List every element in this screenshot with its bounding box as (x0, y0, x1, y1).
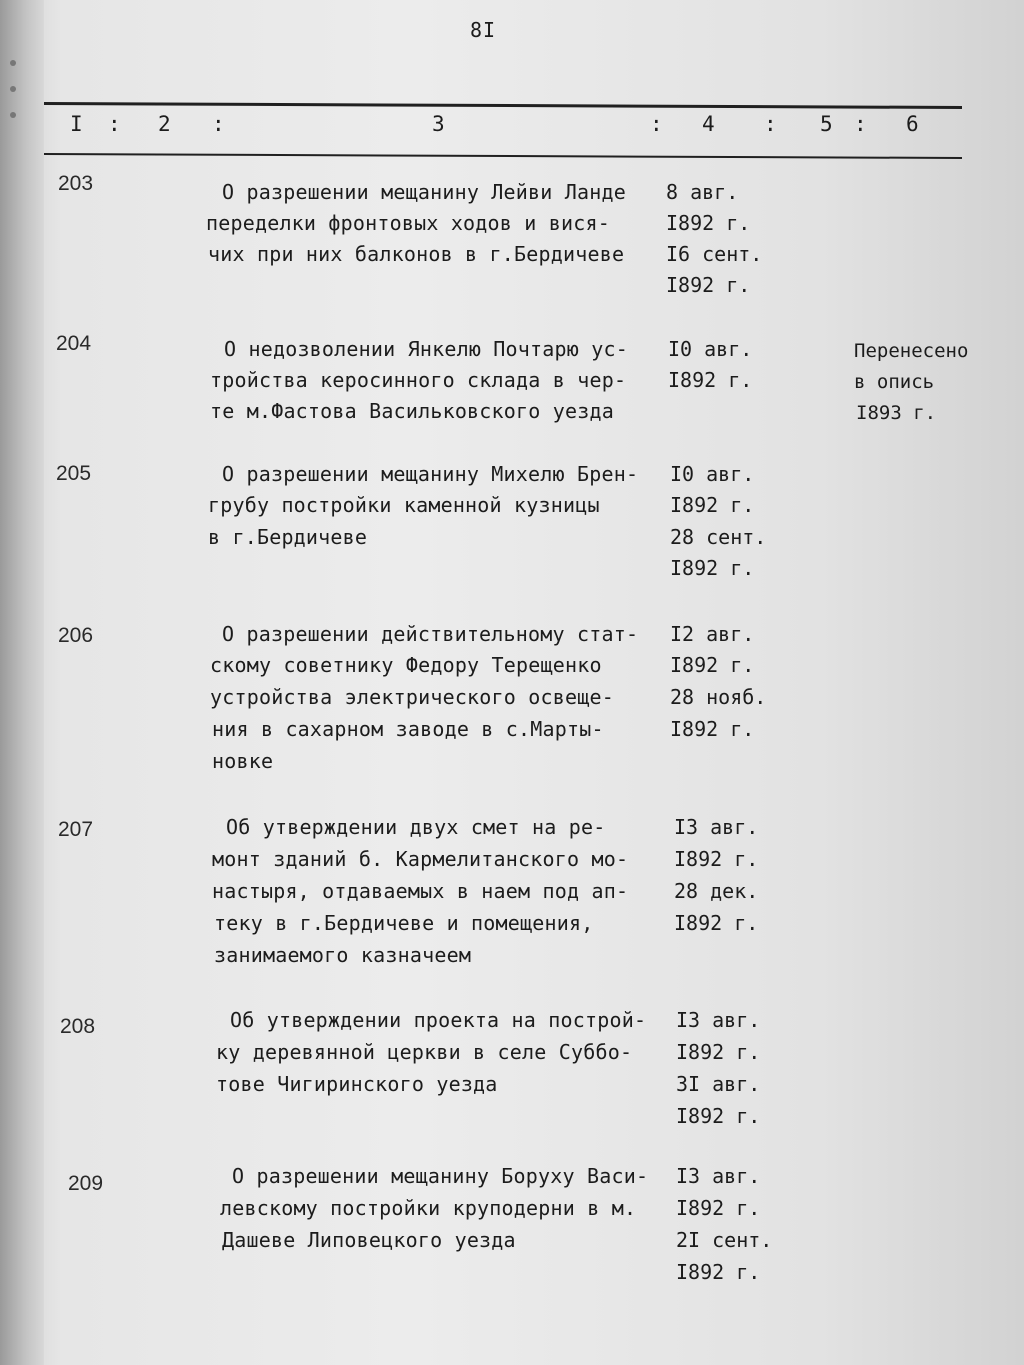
entry-text-line: О разрешении мещанину Лейви Ланде (222, 180, 626, 204)
entry-date: I892 г. (666, 211, 751, 235)
entry-text-line: теку в г.Бердичеве и помещения, (214, 911, 594, 935)
entry-date: I892 г. (674, 847, 759, 871)
binding-edge (0, 0, 44, 1365)
entry-date: 28 сент. (670, 525, 767, 549)
entry-text-line: устройства электрического освеще- (210, 685, 614, 709)
header-rule-top (44, 102, 962, 109)
entry-text-line: настыря, отдаваемых в наем под ап- (212, 879, 629, 903)
entry-number: 207 (58, 818, 94, 841)
entry-date: 3I авг. (676, 1072, 761, 1096)
entry-date: I3 авг. (676, 1008, 761, 1032)
entry-date: I892 г. (668, 368, 753, 392)
entry-note: в опись (854, 371, 935, 393)
entry-date: I892 г. (670, 556, 755, 580)
entry-text-line: скому советнику Федору Терещенко (210, 653, 602, 677)
entry-text-line: О разрешении действительному стат- (222, 622, 639, 646)
entry-text-line: Об утверждении двух смет на ре- (226, 815, 606, 839)
column-header: 5 (820, 112, 833, 136)
entry-note: I893 г. (856, 402, 937, 424)
entry-date: I892 г. (670, 717, 755, 741)
entry-date: I3 авг. (674, 815, 759, 839)
entry-date: I892 г. (676, 1260, 761, 1284)
entry-number: 208 (60, 1015, 96, 1038)
entry-date: I892 г. (676, 1040, 761, 1064)
entry-date: I0 авг. (668, 337, 753, 361)
column-header: 4 (702, 112, 715, 136)
entry-text-line: чих при них балконов в г.Бердичеве (208, 242, 625, 266)
entry-text-line: те м.Фастова Васильковского уезда (210, 399, 614, 423)
binding-hole (10, 86, 16, 92)
entry-date: I892 г. (676, 1104, 761, 1128)
column-header: 6 (906, 112, 919, 136)
entry-number: 205 (56, 462, 92, 485)
entry-date: I892 г. (676, 1196, 761, 1220)
entry-date: 2I сент. (676, 1228, 773, 1252)
entry-text-line: Дашеве Липовецкого уезда (222, 1228, 516, 1252)
entry-text-line: Об утверждении проекта на построй- (230, 1008, 647, 1032)
entry-number: 204 (56, 332, 92, 355)
entry-text-line: О разрешении мещанину Михелю Брен- (222, 462, 639, 486)
entry-text-line: занимаемого казначеем (214, 943, 472, 967)
entry-date: I0 авг. (670, 462, 755, 486)
entry-date: I2 авг. (670, 622, 755, 646)
entry-date: I892 г. (670, 653, 755, 677)
binding-hole (10, 112, 16, 118)
column-header: 3 (432, 112, 445, 136)
column-separator: : (108, 112, 121, 136)
entry-date: 8 авг. (666, 180, 739, 204)
entry-text-line: тройства керосинного склада в чер- (210, 368, 627, 392)
header-rule-bottom (44, 153, 962, 159)
entry-date: 28 дек. (674, 879, 759, 903)
entry-text-line: левскому постройки круподерни в м. (220, 1196, 637, 1220)
column-separator: : (764, 112, 777, 136)
entry-number: 206 (58, 624, 94, 647)
column-separator: : (212, 112, 225, 136)
entry-text-line: О недозволении Янкелю Почтарю ус- (224, 337, 628, 361)
entry-date: I6 сент. (666, 242, 763, 266)
entry-text-line: ния в сахарном заводе в с.Марты- (212, 717, 604, 741)
entry-text-line: тове Чигиринского уезда (216, 1072, 498, 1096)
entry-text-line: переделки фронтовых ходов и вися- (206, 211, 610, 235)
binding-hole (10, 60, 16, 66)
entry-text-line: грубу постройки каменной кузницы (208, 493, 600, 517)
entry-text-line: монт зданий б. Кармелитанского мо- (212, 847, 629, 871)
page-number: 8I (470, 18, 497, 42)
column-separator: : (650, 112, 663, 136)
entry-date: I892 г. (674, 911, 759, 935)
entry-text-line: новке (212, 749, 274, 773)
entry-note: Перенесено (854, 340, 969, 362)
column-separator: : (854, 112, 867, 136)
entry-number: 209 (68, 1172, 104, 1195)
entry-date: I3 авг. (676, 1164, 761, 1188)
entry-text-line: в г.Бердичеве (208, 525, 368, 549)
entry-text-line: О разрешении мещанину Боруху Васи- (232, 1164, 649, 1188)
column-header: I (70, 112, 83, 136)
entry-number: 203 (58, 172, 94, 195)
entry-date: I892 г. (670, 493, 755, 517)
entry-text-line: ку деревянной церкви в селе Суббо- (216, 1040, 633, 1064)
column-header: 2 (158, 112, 171, 136)
entry-date: I892 г. (666, 273, 751, 297)
entry-date: 28 нояб. (670, 685, 767, 709)
